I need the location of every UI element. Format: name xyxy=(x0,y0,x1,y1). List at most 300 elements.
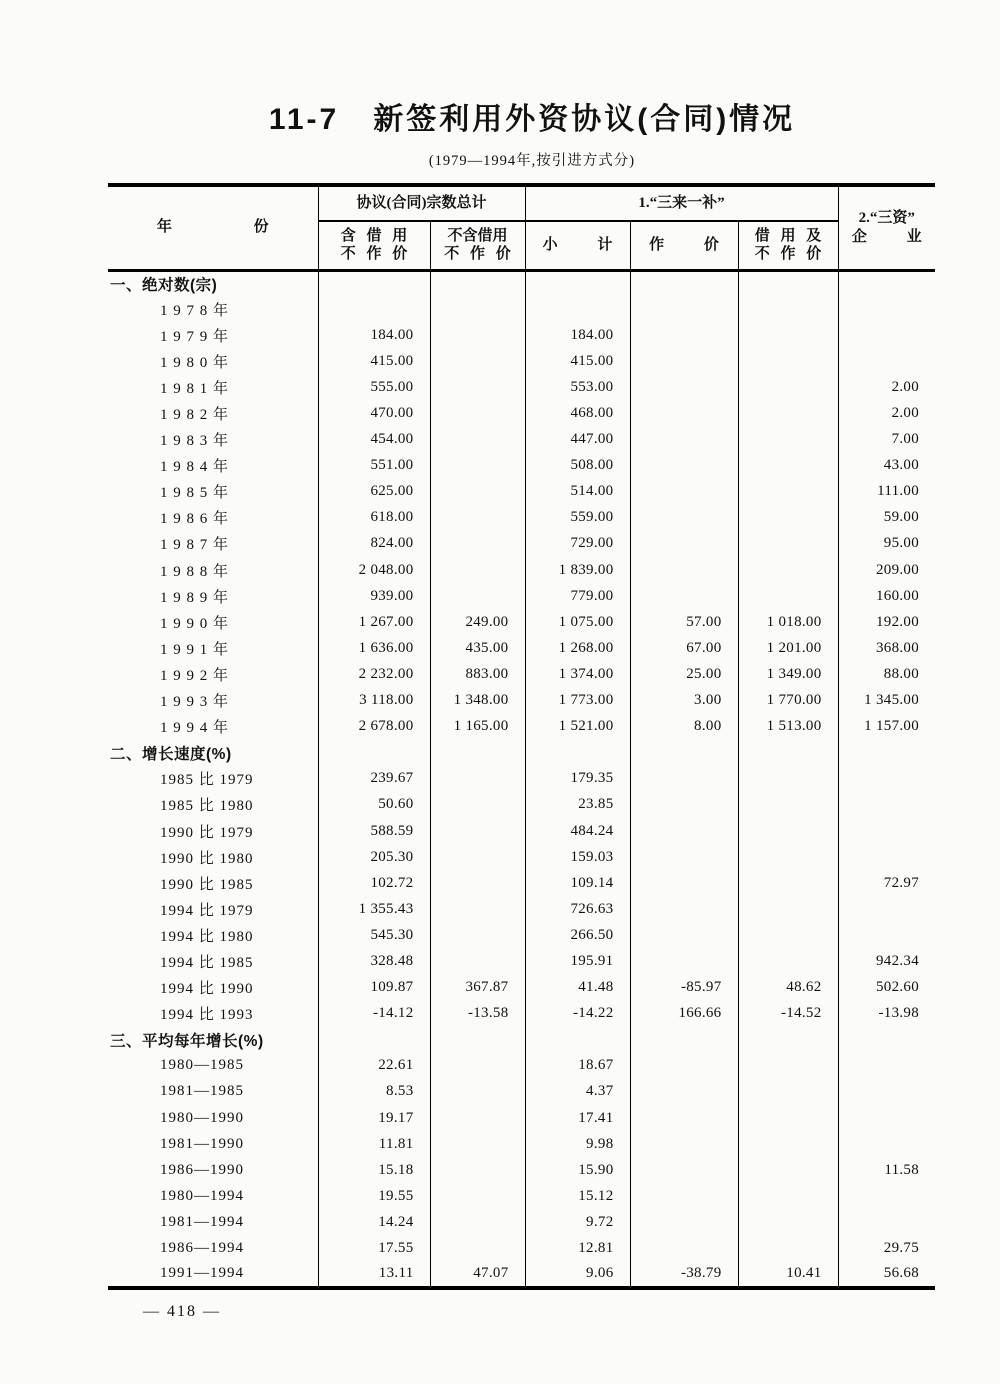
row-label: 1 9 9 2 年 xyxy=(160,667,230,684)
value-cell: 415.00 xyxy=(318,348,430,374)
value-cell xyxy=(838,1105,935,1131)
value-cell xyxy=(525,296,630,322)
value-cell xyxy=(738,1027,838,1053)
table-row xyxy=(108,818,935,844)
value-cell xyxy=(630,922,738,948)
value-cell xyxy=(738,531,838,557)
row-label: 1 9 9 4 年 xyxy=(160,720,230,737)
value-cell: 939.00 xyxy=(318,583,430,609)
value-cell xyxy=(630,322,738,348)
value-cell xyxy=(738,583,838,609)
value-cell: 10.41 xyxy=(738,1262,838,1288)
value-cell: 8.53 xyxy=(318,1079,430,1105)
value-cell xyxy=(430,1027,525,1053)
value-cell: 2 048.00 xyxy=(318,557,430,583)
value-cell: 502.60 xyxy=(838,975,935,1001)
value-cell: 942.34 xyxy=(838,948,935,974)
value-cell: -14.52 xyxy=(738,1001,838,1027)
value-cell xyxy=(430,1079,525,1105)
row-label: 1986—1994 xyxy=(160,1240,244,1257)
value-cell xyxy=(430,374,525,400)
row-label: 1 9 9 0 年 xyxy=(160,615,230,632)
value-cell xyxy=(430,1209,525,1235)
value-cell xyxy=(630,348,738,374)
header-excl-borrow xyxy=(430,221,525,270)
value-cell: 23.85 xyxy=(525,792,630,818)
table-row xyxy=(108,844,935,870)
value-cell xyxy=(430,1235,525,1261)
table-row xyxy=(108,1131,935,1157)
value-cell xyxy=(738,1209,838,1235)
value-cell: 729.00 xyxy=(525,531,630,557)
row-label: 1 9 8 3 年 xyxy=(160,433,230,450)
row-label: 1994 比 1990 xyxy=(160,981,254,998)
value-cell xyxy=(738,322,838,348)
value-cell: 205.30 xyxy=(318,844,430,870)
row-label: 1 9 8 4 年 xyxy=(160,459,230,476)
value-cell xyxy=(430,766,525,792)
value-cell xyxy=(630,296,738,322)
value-cell xyxy=(430,479,525,505)
value-cell: 57.00 xyxy=(630,609,738,635)
table-row xyxy=(108,1157,935,1183)
value-cell: 1 513.00 xyxy=(738,714,838,740)
value-cell xyxy=(838,322,935,348)
table-row xyxy=(108,896,935,922)
value-cell: 184.00 xyxy=(525,322,630,348)
value-cell xyxy=(738,1105,838,1131)
value-cell xyxy=(738,1131,838,1157)
value-cell: 1 165.00 xyxy=(430,714,525,740)
value-cell xyxy=(430,270,525,296)
value-cell: 249.00 xyxy=(430,609,525,635)
value-cell: 368.00 xyxy=(838,635,935,661)
table-row xyxy=(108,505,935,531)
value-cell xyxy=(738,270,838,296)
value-cell xyxy=(738,1157,838,1183)
value-cell xyxy=(630,374,738,400)
row-label: 1 9 9 3 年 xyxy=(160,694,230,711)
table-row xyxy=(108,400,935,426)
value-cell: 367.87 xyxy=(430,975,525,1001)
value-cell: 160.00 xyxy=(838,583,935,609)
value-cell: 14.24 xyxy=(318,1209,430,1235)
table-row xyxy=(108,1105,935,1131)
value-cell xyxy=(430,400,525,426)
value-cell xyxy=(630,1131,738,1157)
header-excl-borrow-line2: 不 作 价 xyxy=(444,246,511,263)
value-cell xyxy=(630,479,738,505)
row-label: 1 9 8 0 年 xyxy=(160,354,230,371)
value-cell: 1 636.00 xyxy=(318,635,430,661)
value-cell xyxy=(430,505,525,531)
value-cell xyxy=(525,740,630,766)
row-label: 1980—1994 xyxy=(160,1187,244,1204)
table-row xyxy=(108,948,935,974)
value-cell: 555.00 xyxy=(318,374,430,400)
header-row-groups xyxy=(108,185,935,221)
value-cell: 109.14 xyxy=(525,870,630,896)
header-borrow-notvalued-line1: 借 用 及 xyxy=(754,227,822,244)
table-row xyxy=(108,688,935,714)
value-cell: 1 348.00 xyxy=(430,688,525,714)
table-row xyxy=(108,766,935,792)
value-cell: 15.12 xyxy=(525,1183,630,1209)
page-title: 11-7 新签利用外资协议(合同)情况 xyxy=(268,103,796,136)
value-cell: 19.55 xyxy=(318,1183,430,1209)
value-cell xyxy=(838,348,935,374)
value-cell: 12.81 xyxy=(525,1235,630,1261)
value-cell xyxy=(738,1183,838,1209)
row-label: 1994 比 1985 xyxy=(160,954,254,971)
table-row xyxy=(108,1053,935,1079)
value-cell xyxy=(630,844,738,870)
value-cell: 553.00 xyxy=(525,374,630,400)
row-label: 1981—1990 xyxy=(160,1135,244,1152)
value-cell: 447.00 xyxy=(525,427,630,453)
value-cell: 726.63 xyxy=(525,896,630,922)
value-cell: 1 355.43 xyxy=(318,896,430,922)
value-cell xyxy=(738,1053,838,1079)
row-label: 1981—1994 xyxy=(160,1213,244,1230)
value-cell: 1 157.00 xyxy=(838,714,935,740)
value-cell xyxy=(630,1183,738,1209)
value-cell: 1 267.00 xyxy=(318,609,430,635)
value-cell: -14.12 xyxy=(318,1001,430,1027)
row-label: 1991—1994 xyxy=(160,1265,244,1282)
value-cell: 8.00 xyxy=(630,714,738,740)
value-cell xyxy=(838,818,935,844)
value-cell xyxy=(738,296,838,322)
value-cell: 514.00 xyxy=(525,479,630,505)
value-cell: 95.00 xyxy=(838,531,935,557)
value-cell: -38.79 xyxy=(630,1262,738,1288)
value-cell: 1 201.00 xyxy=(738,635,838,661)
value-cell xyxy=(430,1157,525,1183)
row-label: 1990 比 1979 xyxy=(160,824,254,841)
value-cell xyxy=(738,400,838,426)
table-row xyxy=(108,1209,935,1235)
value-cell: 883.00 xyxy=(430,661,525,687)
header-sanzi-line2: 企 业 xyxy=(851,228,922,245)
value-cell: 72.97 xyxy=(838,870,935,896)
header-incl-borrow-line2: 不 作 价 xyxy=(340,246,408,263)
value-cell: 56.68 xyxy=(838,1262,935,1288)
row-label: 1985 比 1979 xyxy=(160,772,254,789)
value-cell xyxy=(430,296,525,322)
value-cell: 1 018.00 xyxy=(738,609,838,635)
value-cell xyxy=(430,922,525,948)
section-row xyxy=(108,270,935,296)
header-year: 年 份 xyxy=(108,185,318,270)
table-row xyxy=(108,1235,935,1261)
row-label: 1990 比 1980 xyxy=(160,850,254,867)
value-cell: 1 770.00 xyxy=(738,688,838,714)
value-cell: 266.50 xyxy=(525,922,630,948)
table-row xyxy=(108,296,935,322)
value-cell: 159.03 xyxy=(525,844,630,870)
table-row xyxy=(108,1001,935,1027)
value-cell xyxy=(838,766,935,792)
row-label: 1986—1990 xyxy=(160,1161,244,1178)
value-cell: -14.22 xyxy=(525,1001,630,1027)
value-cell xyxy=(318,270,430,296)
value-cell xyxy=(738,348,838,374)
value-cell xyxy=(738,792,838,818)
value-cell xyxy=(430,1105,525,1131)
value-cell: 508.00 xyxy=(525,453,630,479)
value-cell: -85.97 xyxy=(630,975,738,1001)
value-cell: 17.55 xyxy=(318,1235,430,1261)
section-label: 一、绝对数(宗) xyxy=(110,276,218,294)
table-row xyxy=(108,792,935,818)
statistics-table xyxy=(108,183,935,1290)
value-cell xyxy=(738,870,838,896)
value-cell: 11.58 xyxy=(838,1157,935,1183)
value-cell: 1 345.00 xyxy=(838,688,935,714)
value-cell xyxy=(430,1131,525,1157)
table-row xyxy=(108,661,935,687)
row-label: 1980—1985 xyxy=(160,1057,244,1074)
value-cell xyxy=(630,453,738,479)
value-cell xyxy=(838,844,935,870)
value-cell: 1 521.00 xyxy=(525,714,630,740)
value-cell: 239.67 xyxy=(318,766,430,792)
value-cell xyxy=(430,818,525,844)
table-row xyxy=(108,1079,935,1105)
value-cell: 67.00 xyxy=(630,635,738,661)
value-cell xyxy=(630,1027,738,1053)
value-cell xyxy=(738,844,838,870)
table-body xyxy=(108,270,935,1288)
value-cell xyxy=(838,1027,935,1053)
value-cell: 109.87 xyxy=(318,975,430,1001)
row-label: 1985 比 1980 xyxy=(160,798,254,815)
row-label: 1981—1985 xyxy=(160,1083,244,1100)
value-cell xyxy=(430,896,525,922)
value-cell xyxy=(630,896,738,922)
value-cell: 209.00 xyxy=(838,557,935,583)
value-cell xyxy=(838,296,935,322)
value-cell xyxy=(738,896,838,922)
value-cell: 1 773.00 xyxy=(525,688,630,714)
value-cell xyxy=(838,1053,935,1079)
value-cell: 1 268.00 xyxy=(525,635,630,661)
section-label: 二、增长速度(%) xyxy=(110,745,232,763)
value-cell: -13.58 xyxy=(430,1001,525,1027)
row-label: 1 9 7 8 年 xyxy=(160,302,230,319)
value-cell: 15.18 xyxy=(318,1157,430,1183)
value-cell: 618.00 xyxy=(318,505,430,531)
value-cell xyxy=(738,948,838,974)
row-label: 1 9 8 2 年 xyxy=(160,407,230,424)
table-header xyxy=(108,185,935,270)
value-cell xyxy=(630,870,738,896)
table-row xyxy=(108,583,935,609)
header-group-sanlai: 1.“三来一补” xyxy=(525,185,838,221)
value-cell: 184.00 xyxy=(318,322,430,348)
value-cell xyxy=(630,792,738,818)
value-cell: 588.59 xyxy=(318,818,430,844)
value-cell: 824.00 xyxy=(318,531,430,557)
value-cell xyxy=(630,557,738,583)
row-label: 1994 比 1980 xyxy=(160,928,254,945)
value-cell xyxy=(630,1235,738,1261)
value-cell xyxy=(630,531,738,557)
value-cell: 328.48 xyxy=(318,948,430,974)
value-cell: 50.60 xyxy=(318,792,430,818)
value-cell: 18.67 xyxy=(525,1053,630,1079)
value-cell xyxy=(838,792,935,818)
table-row xyxy=(108,557,935,583)
value-cell xyxy=(738,766,838,792)
value-cell: 484.24 xyxy=(525,818,630,844)
value-cell: 11.81 xyxy=(318,1131,430,1157)
table-row xyxy=(108,1183,935,1209)
value-cell: 9.06 xyxy=(525,1262,630,1288)
value-cell xyxy=(838,1131,935,1157)
value-cell xyxy=(838,896,935,922)
value-cell xyxy=(738,1079,838,1105)
table-row xyxy=(108,322,935,348)
value-cell xyxy=(630,948,738,974)
value-cell xyxy=(630,1079,738,1105)
value-cell: 3 118.00 xyxy=(318,688,430,714)
value-cell: 47.07 xyxy=(430,1262,525,1288)
value-cell: 195.91 xyxy=(525,948,630,974)
table-row xyxy=(108,635,935,661)
table-row xyxy=(108,714,935,740)
value-cell xyxy=(318,740,430,766)
row-label: 1 9 8 6 年 xyxy=(160,511,230,528)
value-cell xyxy=(430,531,525,557)
header-incl-borrow xyxy=(318,221,430,270)
value-cell: 2 232.00 xyxy=(318,661,430,687)
value-cell: 48.62 xyxy=(738,975,838,1001)
row-label: 1 9 9 1 年 xyxy=(160,641,230,658)
row-label: 1994 比 1993 xyxy=(160,1007,254,1024)
row-label: 1990 比 1985 xyxy=(160,876,254,893)
value-cell xyxy=(430,583,525,609)
page-number: — 418 — xyxy=(143,1303,221,1320)
value-cell xyxy=(738,818,838,844)
page-subtitle: (1979—1994年,按引进方式分) xyxy=(428,153,636,169)
value-cell: 1 839.00 xyxy=(525,557,630,583)
value-cell: 88.00 xyxy=(838,661,935,687)
value-cell xyxy=(738,1235,838,1261)
value-cell xyxy=(630,400,738,426)
value-cell xyxy=(430,322,525,348)
value-cell xyxy=(318,1027,430,1053)
value-cell xyxy=(430,948,525,974)
value-cell xyxy=(630,740,738,766)
value-cell xyxy=(738,427,838,453)
value-cell: 1 075.00 xyxy=(525,609,630,635)
table-row xyxy=(108,1262,935,1288)
value-cell xyxy=(630,505,738,531)
row-label: 1980—1990 xyxy=(160,1109,244,1126)
row-label: 1 9 8 9 年 xyxy=(160,589,230,606)
value-cell xyxy=(630,583,738,609)
table-row xyxy=(108,609,935,635)
value-cell: 2 678.00 xyxy=(318,714,430,740)
value-cell xyxy=(838,1183,935,1209)
value-cell: 29.75 xyxy=(838,1235,935,1261)
table-row xyxy=(108,975,935,1001)
value-cell xyxy=(738,505,838,531)
table-row xyxy=(108,427,935,453)
header-sanzi xyxy=(838,185,935,270)
value-cell xyxy=(430,1053,525,1079)
value-cell xyxy=(630,1209,738,1235)
value-cell: -13.98 xyxy=(838,1001,935,1027)
value-cell: 25.00 xyxy=(630,661,738,687)
value-cell xyxy=(738,922,838,948)
value-cell xyxy=(738,374,838,400)
value-cell: 22.61 xyxy=(318,1053,430,1079)
header-subtotal: 小 计 xyxy=(525,221,630,270)
section-row xyxy=(108,1027,935,1053)
value-cell: 17.41 xyxy=(525,1105,630,1131)
value-cell xyxy=(430,870,525,896)
table-row xyxy=(108,453,935,479)
value-cell: 102.72 xyxy=(318,870,430,896)
header-valued: 作 价 xyxy=(630,221,738,270)
value-cell xyxy=(838,922,935,948)
header-excl-borrow-line1: 不含借用 xyxy=(447,227,508,244)
value-cell: 7.00 xyxy=(838,427,935,453)
value-cell xyxy=(838,270,935,296)
row-label: 1 9 7 9 年 xyxy=(160,328,230,345)
value-cell: 19.17 xyxy=(318,1105,430,1131)
value-cell: 779.00 xyxy=(525,583,630,609)
value-cell: 59.00 xyxy=(838,505,935,531)
value-cell xyxy=(430,792,525,818)
value-cell: 192.00 xyxy=(838,609,935,635)
section-label: 三、平均每年增长(%) xyxy=(110,1032,264,1050)
header-sanzi-line1: 2.“三资” xyxy=(858,210,915,226)
value-cell: 545.30 xyxy=(318,922,430,948)
value-cell xyxy=(525,1027,630,1053)
row-label: 1994 比 1979 xyxy=(160,902,254,919)
value-cell xyxy=(430,844,525,870)
value-cell xyxy=(630,1157,738,1183)
value-cell xyxy=(738,453,838,479)
value-cell: 3.00 xyxy=(630,688,738,714)
table-row xyxy=(108,348,935,374)
value-cell: 111.00 xyxy=(838,479,935,505)
value-cell xyxy=(430,740,525,766)
value-cell xyxy=(630,1105,738,1131)
row-label: 1 9 8 5 年 xyxy=(160,485,230,502)
row-label: 1 9 8 1 年 xyxy=(160,380,230,397)
value-cell: 415.00 xyxy=(525,348,630,374)
value-cell xyxy=(838,740,935,766)
section-row xyxy=(108,740,935,766)
value-cell: 9.72 xyxy=(525,1209,630,1235)
value-cell xyxy=(430,427,525,453)
table-row xyxy=(108,479,935,505)
value-cell: 179.35 xyxy=(525,766,630,792)
value-cell: 9.98 xyxy=(525,1131,630,1157)
value-cell xyxy=(630,427,738,453)
value-cell xyxy=(630,818,738,844)
table-row xyxy=(108,531,935,557)
value-cell xyxy=(430,348,525,374)
value-cell: 43.00 xyxy=(838,453,935,479)
value-cell xyxy=(430,453,525,479)
header-borrow-notvalued-line2: 不 作 价 xyxy=(754,246,822,263)
